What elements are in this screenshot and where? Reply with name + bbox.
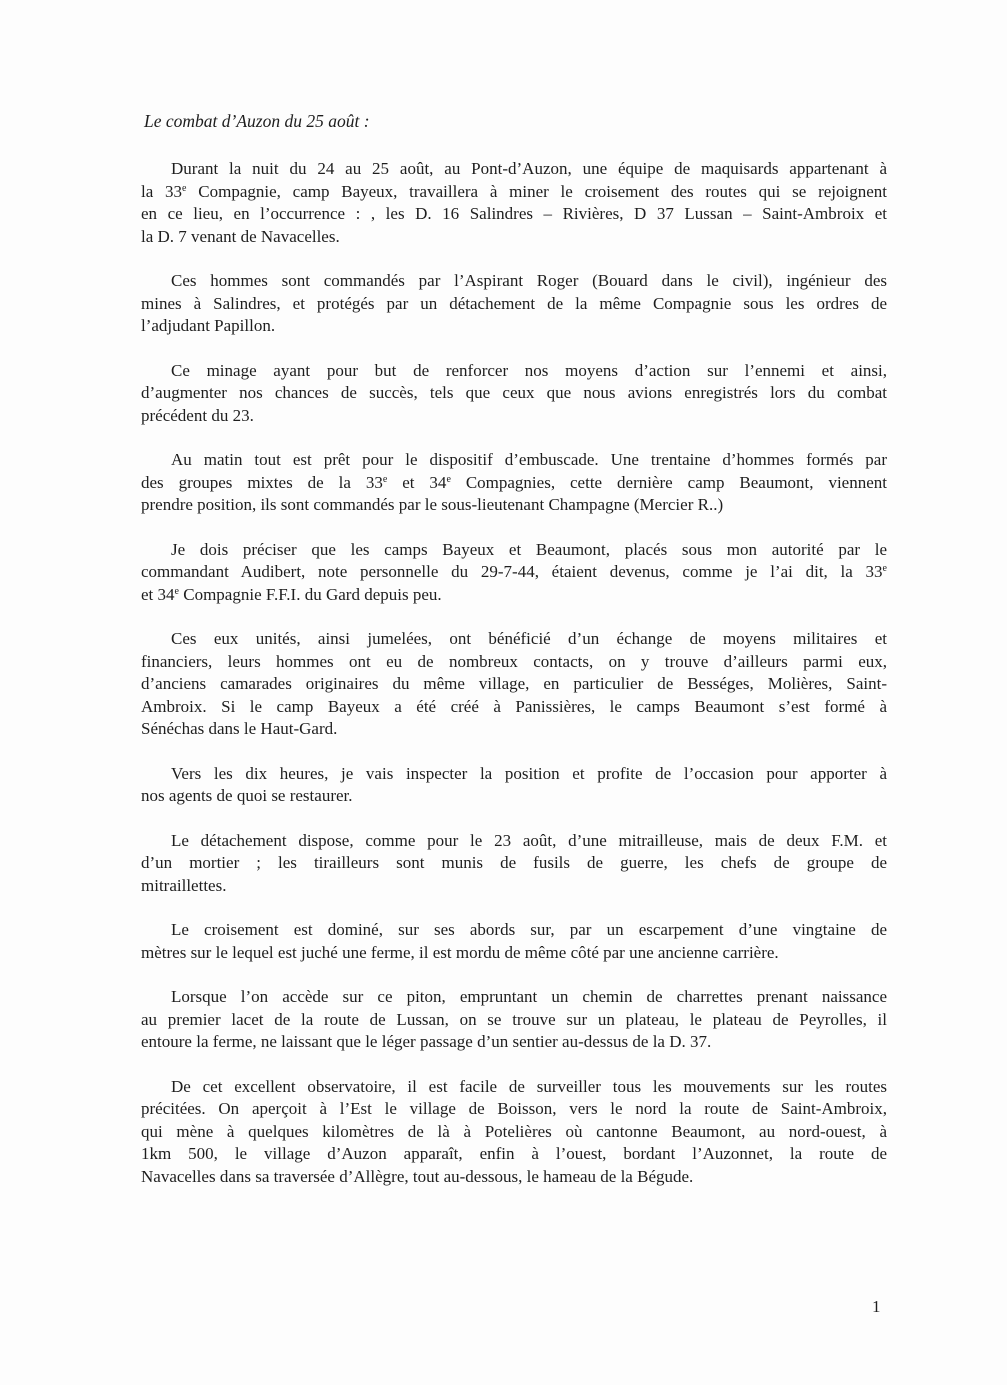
superscript: e xyxy=(382,473,388,485)
text-line: financiers, leurs hommes ont eu de nombreux contacts, on y trouve d’ailleurs parmi eux, xyxy=(141,651,887,671)
paragraph xyxy=(141,360,887,428)
text-line: Lorsque l’on accède sur ce piton, empruntant un chemin de charrettes prenant naissance xyxy=(171,987,887,1006)
document-title: Le combat d’Auzon du 25 août : xyxy=(144,111,370,131)
text-line: précitées. On aperçoit à l’Est le village de Boisson, vers le nord la route de Saint-Ambroix, xyxy=(141,1099,887,1118)
text-line: mines à Salindres, et protégés par un détachement de la même Compagnie sous les ordres de xyxy=(141,293,887,313)
text-line: au premier lacet de la route de Lussan, on se trouve sur un plateau, le plateau de Peyrolles, il xyxy=(141,1009,887,1029)
text-line: Ambroix. Si le camp Bayeux a été créé à Panissières, le camps Beaumont s’est formé à xyxy=(141,696,887,716)
paragraph xyxy=(141,158,887,248)
text-line: d’un mortier ; les tirailleurs sont munis de fusils de guerre, les chefs de groupe de xyxy=(141,853,887,872)
text-line: la D. 7 venant de Navacelles. xyxy=(141,226,340,246)
paragraph xyxy=(141,270,887,338)
text-line: Ces eux unités, ainsi jumelées, ont bénéficié d’un échange de moyens militaires et xyxy=(171,629,887,648)
superscript: e xyxy=(182,182,187,194)
text-line: entoure la ferme, ne laissant que le léger passage d’un sentier au-dessus de la D. 37. xyxy=(141,1032,712,1051)
superscript: e xyxy=(174,585,179,597)
text-line: mitraillettes. xyxy=(141,875,227,895)
document-body xyxy=(141,158,887,1210)
text-line: qui mène à quelques kilomètres de là à Potelières où cantonne Beaumont, au nord-ouest, à xyxy=(141,1121,887,1141)
text-line: la 33e Compagnie, camp Bayeux, travaillera à miner le croisement des routes qui se rejoignent xyxy=(141,181,888,201)
text-line: prendre position, ils sont commandés par le sous-lieutenant Champagne (Mercier R..) xyxy=(141,495,724,514)
text-line: Au matin tout est prêt pour le dispositif d’embuscade. Une trentaine d’hommes formés par xyxy=(171,450,887,469)
text-line: De cet excellent observatoire, il est facile de surveiller tous les mouvements sur les routes xyxy=(171,1076,887,1096)
paragraph xyxy=(141,1076,887,1189)
text-line: Je dois préciser que les camps Bayeux et Beaumont, placés sous mon autorité par le xyxy=(171,539,887,559)
superscript: e xyxy=(882,563,887,574)
text-line: Navacelles dans sa traversée d’Allègre, tout au-dessous, le hameau de la Bégude. xyxy=(141,1166,694,1186)
text-line: Le croisement est dominé, sur ses abords sur, par un escarpement d’une vingtaine de xyxy=(171,920,887,939)
paragraph xyxy=(141,539,887,607)
text-line: commandant Audibert, note personnelle du 29-7-44, étaient devenus, comme je l’ai dit, la 33e xyxy=(141,562,887,581)
text-line: Ce minage ayant pour but de renforcer nos moyens d’action sur l’ennemi et ainsi, xyxy=(171,360,887,380)
text-line: mètres sur le lequel est juché une ferme, il est mordu de même côté par une ancienne carrière. xyxy=(141,942,779,962)
text-line: Le détachement dispose, comme pour le 23 août, d’une mitrailleuse, mais de deux F.M. et xyxy=(171,830,887,850)
paragraph xyxy=(141,986,887,1054)
text-line: des groupes mixtes de la 33e et 34e Compagnies, cette dernière camp Beaumont, viennent xyxy=(141,472,887,492)
paragraph xyxy=(141,628,887,741)
paragraph xyxy=(141,449,887,517)
text-line: Sénéchas dans le Haut-Gard. xyxy=(141,719,338,738)
text-line: Vers les dix heures, je vais inspecter la position et profite de l’occasion pour apporter à xyxy=(171,763,887,783)
paragraph xyxy=(141,763,887,808)
page-number: 1 xyxy=(872,1297,881,1316)
superscript: e xyxy=(446,473,451,485)
text-line: 1km 500, le village d’Auzon apparaît, enfin à l’ouest, bordant l’Auzonnet, la route de xyxy=(141,1144,887,1163)
text-line: et 34e Compagnie F.F.I. du Gard depuis peu. xyxy=(141,584,442,604)
text-line: l’adjudant Papillon. xyxy=(141,316,276,335)
paragraph xyxy=(141,919,887,964)
text-line: nos agents de quoi se restaurer. xyxy=(141,786,353,805)
text-line: Ces hommes sont commandés par l’Aspirant Roger (Bouard dans le civil), ingénieur des xyxy=(171,271,887,290)
text-line: d’anciens camarades originaires du même village, en particulier de Bességes, Molières, Saint- xyxy=(141,674,887,693)
paragraph xyxy=(141,830,887,898)
text-line: d’augmenter nos chances de succès, tels que ceux que nous avions enregistrés lors du combat xyxy=(141,383,887,402)
text-line: précédent du 23. xyxy=(141,405,254,425)
text-line: en ce lieu, en l’occurrence : , les D. 16 Salindres – Rivières, D 37 Lussan – Saint-Ambroix et xyxy=(141,204,887,223)
text-line: Durant la nuit du 24 au 25 août, au Pont-d’Auzon, une équipe de maquisards appartenant à xyxy=(171,159,887,178)
